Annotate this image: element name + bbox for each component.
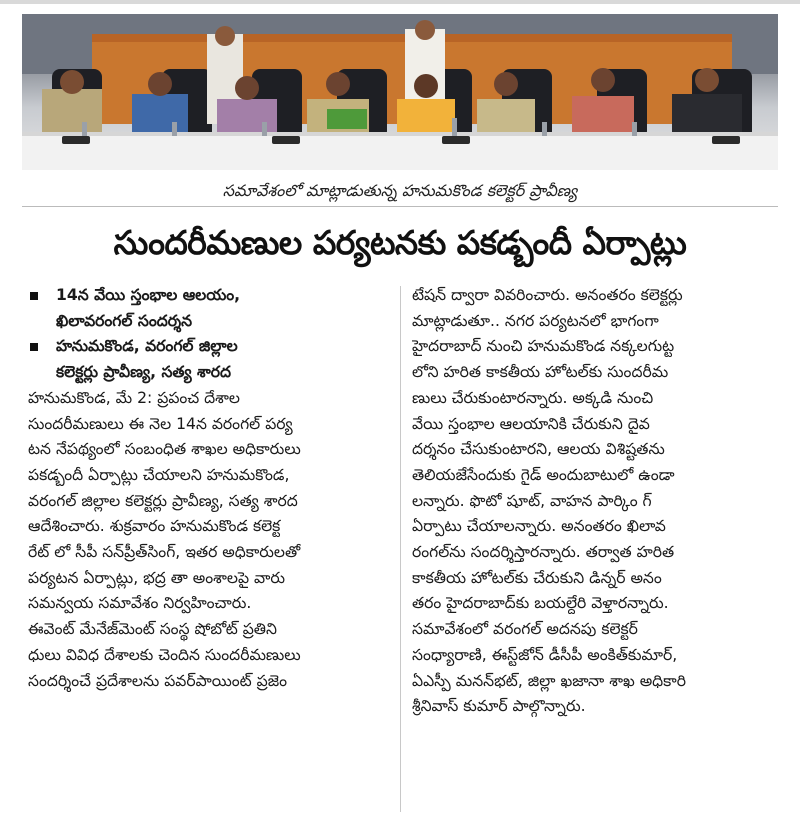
right-column — [412, 283, 776, 720]
body-line: వరంగల్ జిల్లాల కలెక్టర్లు ప్రావీణ్య, సత్య శారద — [28, 491, 298, 510]
meeting-photo-illustration — [22, 14, 778, 170]
body-line: హనుమకొండ, మే 2: ప్రపంచ దేశాల — [28, 388, 240, 407]
body-line: పకడ్బందీ ఏర్పాట్లు చేయాలని హనుమకొండ, — [28, 465, 290, 484]
body-line: వేయి స్తంభాల ఆలయానికి చేరుకుని దైవ — [412, 414, 650, 433]
body-line: సందర్శించే ప్రదేశాలను పవర్‌పాయింట్ ప్రజెం — [28, 671, 288, 690]
photo-caption: సమావేశంలో మాట్లాడుతున్న హనుమకొండ కలెక్టర్ ప్రావీణ్య — [222, 181, 578, 200]
body-line: సమన్వయ సమావేశం నిర్వహించారు. — [28, 594, 252, 613]
body-line: సంధ్యారాణి, ఈస్ట్‌జోన్ డీసీపీ అంకిత్‌కుమార్, — [412, 645, 678, 664]
article-headline: సుందరీమణుల పర్యటనకు పకడ్బందీ ఏర్పాట్లు — [113, 223, 687, 262]
square-bullet-icon — [30, 292, 38, 300]
left-body — [28, 386, 392, 694]
body-line: టేషన్ ద్వారా వివరించారు. అనంతరం కలెక్టర్లు — [412, 286, 683, 304]
body-line: దర్శనం చేసుకుంటారని, ఆలయ విశిష్టతను — [412, 440, 665, 459]
body-line: ణులు చేరుకుంటారన్నారు. అక్కడి నుంచి — [412, 388, 654, 407]
body-line: హైదరాబాద్ నుంచి హనుమకొండ నక్కలగుట్ట — [412, 337, 675, 356]
body-line: ఈవెంట్ మేనేజ్‌మెంట్ సంస్థ షోబోట్ ప్రతిని — [28, 620, 277, 639]
bullet-item — [28, 334, 392, 385]
highlight-bullets — [28, 283, 392, 386]
body-line: లోని హరిత కాకతీయ హోటల్‌కు సుందరీమ — [412, 363, 669, 382]
body-line: శ్రీనివాస్ కుమార్ పాల్గొన్నారు. — [412, 697, 586, 716]
body-line: ఏర్పాటు చేయాలన్నారు. అనంతరం ఖిలావ — [412, 517, 666, 536]
bullet-line: ఖిలావరంగల్ సందర్శన — [56, 311, 193, 330]
bullet-line: 14న వేయి స్తంభాల ఆలయం, — [56, 286, 241, 304]
body-line: ఆదేశించారు. శుక్రవారం హనుమకొండ కలెక్ట — [28, 517, 281, 536]
body-line: పర్యటన ఏర్పాట్లు, భద్ర తా అంశాలపై వారు — [28, 568, 285, 587]
left-column — [28, 283, 392, 694]
square-bullet-icon — [30, 343, 38, 351]
caption-divider — [22, 206, 778, 207]
body-line: సుందరీమణులు ఈ నెల 14న వరంగల్ పర్య — [28, 414, 293, 433]
body-line: తరం హైదరాబాద్‌కు బయల్దేరి వెళ్తారన్నారు. — [412, 594, 669, 613]
bullet-line: కలెక్టర్లు ప్రావీణ్య, సత్య శారద — [56, 363, 232, 382]
body-line: కాకతీయ హోటల్‌కు చేరుకుని డిన్నర్ అనం — [412, 568, 662, 587]
body-line: తెలియజేసేందుకు గైడ్ అందుబాటులో ఉండా — [412, 465, 675, 484]
body-line: రేట్ లో సీపీ సన్‌ప్రీత్‌సింగ్, ఇతర అధికారులతో — [28, 543, 301, 562]
body-line: టన నేపథ్యంలో సంబంధిత శాఖల అధికారులు — [28, 440, 301, 459]
news-photo — [22, 14, 778, 170]
page-top-edge — [0, 0, 800, 4]
body-line: సమావేశంలో వరంగల్ అదనపు కలెక్టర్ — [412, 620, 638, 639]
body-line: ధులు వివిధ దేశాలకు చెందిన సుందరీమణులు — [28, 645, 301, 664]
body-line: లన్నారు. ఫొటో షూట్, వాహన పార్కిం గ్ — [412, 491, 652, 510]
body-line: ఏఎస్పీ మనన్‌భట్, జిల్లా ఖజానా శాఖ అధికారి — [412, 671, 686, 690]
body-line: మాట్లాడుతూ.. నగర పర్యటనలో భాగంగా — [412, 311, 659, 330]
column-divider — [400, 286, 401, 812]
bullet-line: హనుమకొండ, వరంగల్ జిల్లాల — [56, 337, 238, 356]
bullet-item — [28, 283, 392, 334]
right-body — [412, 283, 776, 720]
body-line: రంగల్‌ను సందర్శిస్తారన్నారు. తర్వాత హరిత — [412, 543, 675, 562]
